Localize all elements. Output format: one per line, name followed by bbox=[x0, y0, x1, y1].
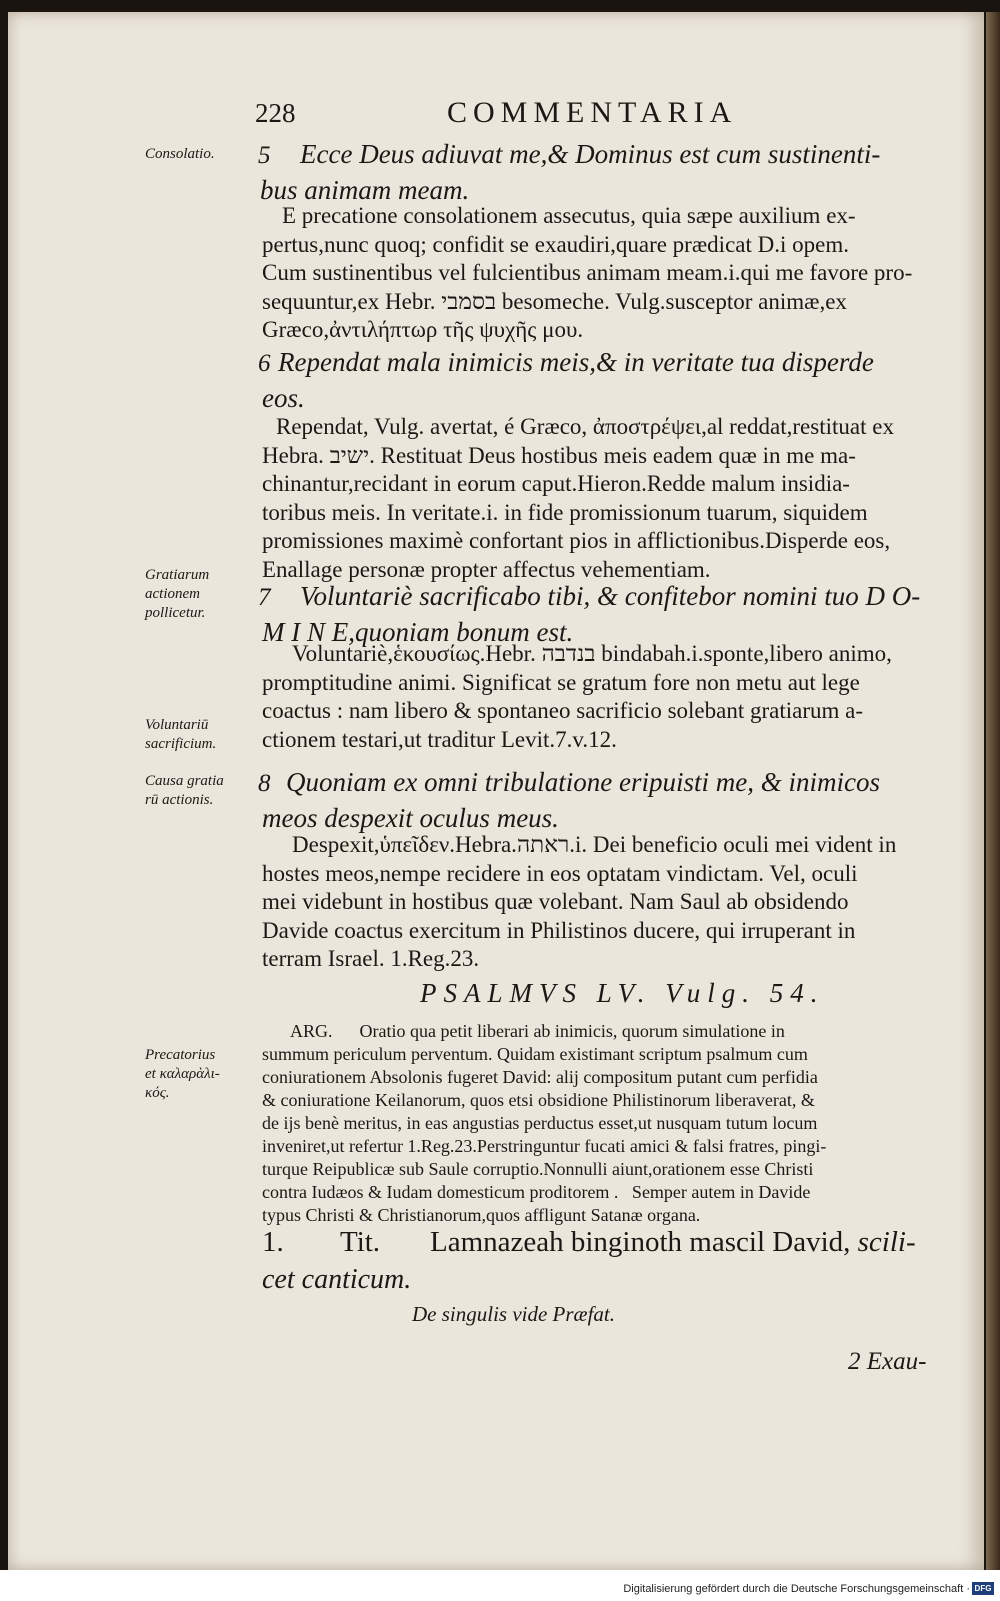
title-verse-number: 1. bbox=[262, 1226, 284, 1258]
verse-line: M I N E,quoniam bonum est. bbox=[262, 617, 574, 647]
commentary-8 bbox=[262, 831, 964, 974]
verse-line: eos. bbox=[262, 383, 305, 413]
commentary-line: coactus : nam libero & spontaneo sacrificio solebant gratiarum a- bbox=[262, 698, 863, 723]
verse-number: 6 bbox=[258, 350, 271, 377]
commentary-line: Hebra. ישיב. Restituat Deus hostibus meis eadem quæ in me ma- bbox=[262, 442, 856, 468]
margin-note-precatorius bbox=[145, 1046, 263, 1103]
argument-line: inveniret,ut refertur 1.Reg.23.Perstringuntur fucati amici & falsi fratres, pingi- bbox=[262, 1136, 827, 1156]
title-text: Lamnazeah binginoth mascil David, bbox=[430, 1226, 851, 1258]
page-number: 228 bbox=[255, 98, 296, 128]
page-edge-shadow bbox=[986, 12, 1000, 1570]
verse-number: 5 bbox=[258, 142, 271, 169]
argument-line: turque Reipublicæ sub Saule corruptio.Nonnulli aiunt,orationem esse Christi bbox=[262, 1159, 814, 1179]
margin-note-line: Voluntariū bbox=[145, 717, 209, 733]
digitization-footer bbox=[0, 1570, 1000, 1601]
commentary-line: E precatione consolationem assecutus, quia sæpe auxilium ex- bbox=[282, 203, 856, 228]
commentary-line: pertus,nunc quoq; confidit se exaudiri,quare prædicat D.i opem. bbox=[262, 231, 849, 257]
verse-line: bus animam meam. bbox=[260, 175, 470, 205]
verse-6-text bbox=[262, 344, 980, 416]
commentary-6 bbox=[262, 413, 964, 584]
margin-note-voluntarium bbox=[145, 716, 263, 754]
commentary-5 bbox=[262, 202, 964, 345]
margin-note-line: Precatorius bbox=[145, 1047, 216, 1063]
commentary-line: promptitudine animi. Significat se gratum fore non metu aut lege bbox=[262, 669, 860, 695]
verse-number: 8 bbox=[258, 770, 271, 797]
verse-line: Rependat mala inimicis meis,& in veritate tua disperde bbox=[278, 347, 874, 377]
commentary-line: Voluntariè,ἑκουσίως.Hebr. בנדבה bindabah.i.sponte,libero animo, bbox=[292, 641, 892, 666]
commentary-line: mei videbunt in hostibus quæ volebant. Nam Saul ab obsidendo bbox=[262, 889, 849, 914]
margin-note-line: sacrificium. bbox=[145, 736, 217, 752]
commentary-line: sequuntur,ex Hebr. בסמבי besomeche. Vulg.susceptor animæ,ex bbox=[262, 288, 847, 314]
title-continuation: cet canticum. bbox=[262, 1264, 412, 1295]
commentary-line: hostes meos,nempe recidere in eos optatam vindictam. Vel, oculi bbox=[262, 860, 858, 886]
verse-8-text bbox=[262, 764, 988, 836]
margin-note-causa bbox=[145, 772, 263, 810]
commentary-line: Cum sustinentibus vel fulcientibus animam meam.i.qui me favore pro- bbox=[262, 260, 913, 285]
verse-line: Quoniam ex omni tribulatione eripuisti me, & inimicos bbox=[286, 767, 880, 797]
verse-line: meos despexit oculus meus. bbox=[262, 803, 559, 833]
argument-line: de ijs benè meritus, in eas angustias perductus esset,ut nusquam tutum locum bbox=[262, 1113, 818, 1133]
margin-note-line: pollicetur. bbox=[145, 605, 206, 621]
margin-note-consolatio bbox=[145, 145, 263, 164]
margin-note-line: et καλαρὰλι- bbox=[145, 1066, 220, 1082]
margin-note-line: Gratiarum bbox=[145, 567, 210, 583]
catchword: 2 Exau- bbox=[848, 1348, 927, 1375]
argument-line: & coniuratione Keilanorum, quos etsi obsidione Philistinorum liberaverat, & bbox=[262, 1090, 815, 1110]
argument-line: summum periculum perventum. Quidam existimant scriptum psalmum cum bbox=[262, 1044, 808, 1064]
commentary-line: promissiones maximè confortant pios in afflictionibus.Disperde eos, bbox=[262, 528, 891, 553]
title-text-italic: scili- bbox=[857, 1226, 916, 1258]
running-head: COMMENTARIA bbox=[447, 96, 738, 129]
margin-note-gratiarum bbox=[145, 566, 263, 623]
argument-line: coniurationem Absolonis fugeret David: alij compositum putant cum perfidia bbox=[262, 1067, 818, 1087]
dfg-logo-icon: DFG bbox=[972, 1582, 994, 1595]
margin-note-line: actionem bbox=[145, 586, 200, 602]
commentary-line: Græco,ἀντιλήπτωρ τῆς ψυχῆς μου. bbox=[262, 317, 584, 342]
verse-line: Ecce Deus adiuvat me,& Dominus est cum sustinenti- bbox=[300, 139, 881, 169]
argument-line: ARG. Oratio qua petit liberari ab inimicis, quorum simulatione in bbox=[290, 1021, 785, 1041]
commentary-line: toribus meis. In veritate.i. in fide promissionum tuarum, siquidem bbox=[262, 499, 868, 525]
psalm-argument bbox=[262, 1020, 964, 1227]
commentary-line: ctionem testari,ut traditur Levit.7.v.12. bbox=[262, 726, 617, 752]
commentary-7 bbox=[262, 640, 964, 754]
commentary-line: terram Israel. 1.Reg.23. bbox=[262, 946, 480, 971]
commentary-line: chinantur,recidant in eorum caput.Hieron.Redde malum insidia- bbox=[262, 471, 850, 496]
see-preface-note: De singulis vide Præfat. bbox=[412, 1302, 615, 1326]
margin-note-line: Consolatio. bbox=[145, 146, 215, 162]
margin-note-line: κός. bbox=[145, 1085, 170, 1101]
commentary-line: Davide coactus exercitum in Philistinos ducere, qui irruperant in bbox=[262, 917, 856, 943]
verse-line: Voluntariè sacrificabo tibi, & confitebor nomini tuo D O- bbox=[300, 581, 921, 611]
commentary-line: Rependat, Vulg. avertat, é Græco, ἀποστρέψει,al reddat,restituat ex bbox=[276, 414, 894, 439]
verse-5-text bbox=[260, 136, 1000, 208]
commentary-line: Despexit,ὑπεῖδεν.Hebra.ראתה.i. Dei beneficio oculi mei vident in bbox=[292, 832, 897, 857]
psalm-heading: PSALMVS LV. Vulg. 54. bbox=[420, 978, 825, 1008]
margin-note-line: Causa gratia bbox=[145, 773, 224, 789]
argument-line: typus Christi & Christianorum,quos affligunt Satanæ organa. bbox=[262, 1205, 701, 1225]
margin-note-line: rū actionis. bbox=[145, 792, 214, 808]
verse-number: 7 bbox=[258, 584, 271, 611]
footer-credit: Digitalisierung gefördert durch die Deutsche Forschungsgemeinschaft · bbox=[623, 1583, 970, 1595]
title-verse bbox=[262, 1226, 916, 1259]
commentary-line: Enallage personæ propter affectus vehementiam. bbox=[262, 556, 711, 582]
argument-line: contra Iudæos & Iudam domesticum proditorem . Semper autem in Davide bbox=[262, 1182, 811, 1202]
title-label: Tit. bbox=[340, 1226, 381, 1258]
